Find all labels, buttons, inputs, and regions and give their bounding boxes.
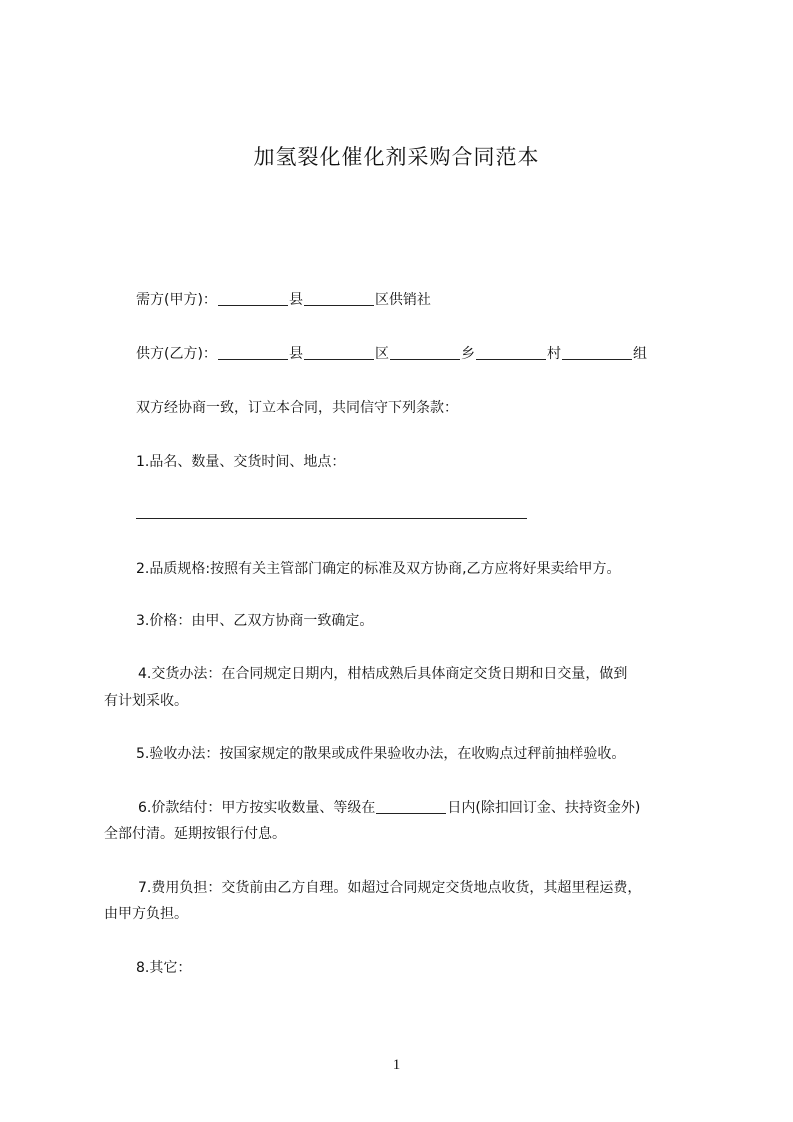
clause-6-days-blank[interactable] — [376, 799, 446, 814]
seller-county-label: 县 — [288, 346, 303, 362]
clause-6-line-2: 全部付清。延期按银行付息。 — [104, 826, 286, 842]
clause-8: 8.其它： — [136, 960, 192, 976]
clause-6-line-1 — [138, 797, 640, 819]
seller-district-label: 区 — [374, 346, 389, 362]
clause-7-line-1: 7.费用负担：交货前由乙方自理。如超过合同规定交货地点收货，其超里程运费， — [138, 880, 642, 896]
clause-1-fill-line[interactable] — [136, 518, 527, 519]
seller-township-label: 乡 — [460, 346, 475, 362]
intro-paragraph: 双方经协商一致，订立本合同，共同信守下列条款： — [136, 400, 458, 416]
seller-group-blank[interactable] — [562, 345, 632, 360]
seller-village-blank[interactable] — [476, 345, 546, 360]
clause-3: 3.价格：由甲、乙双方协商一致确定。 — [136, 613, 374, 629]
clause-4-line-2: 有计划采收。 — [104, 693, 188, 709]
seller-township-blank[interactable] — [390, 345, 460, 360]
seller-label: 供方(乙方)： — [136, 346, 217, 362]
seller-line — [136, 343, 647, 365]
document-title: 加氢裂化催化剂采购合同范本 — [253, 145, 540, 169]
clause-6-text-after: 日内(除扣回订金、扶持资金外) — [447, 800, 641, 816]
clause-1: 1.品名、数量、交货时间、地点： — [136, 454, 346, 470]
seller-village-label: 村 — [546, 346, 561, 362]
buyer-line — [136, 289, 431, 311]
buyer-county-label: 县 — [288, 292, 303, 308]
clause-5: 5.验收办法：按国家规定的散果或成件果验收办法，在收购点过秤前抽样验收。 — [136, 746, 626, 762]
buyer-label: 需方(甲方)： — [136, 292, 217, 308]
clause-2: 2.品质规格:按照有关主管部门确定的标准及双方协商,乙方应将好果卖给甲方。 — [136, 561, 621, 577]
seller-county-blank[interactable] — [218, 345, 288, 360]
buyer-district-blank[interactable] — [304, 291, 374, 306]
seller-group-label: 组 — [632, 346, 647, 362]
clause-4-line-1: 4.交货办法：在合同规定日期内，柑桔成熟后具体商定交货日期和日交量，做到 — [138, 666, 628, 682]
clause-7-line-2: 由甲方负担。 — [104, 906, 188, 922]
buyer-district-coop-label: 区供销社 — [374, 292, 431, 308]
buyer-county-blank[interactable] — [218, 291, 288, 306]
clause-6-text-before: 6.价款结付：甲方按实收数量、等级在 — [138, 800, 376, 816]
seller-district-blank[interactable] — [304, 345, 374, 360]
page-number: 1 — [392, 1057, 401, 1073]
